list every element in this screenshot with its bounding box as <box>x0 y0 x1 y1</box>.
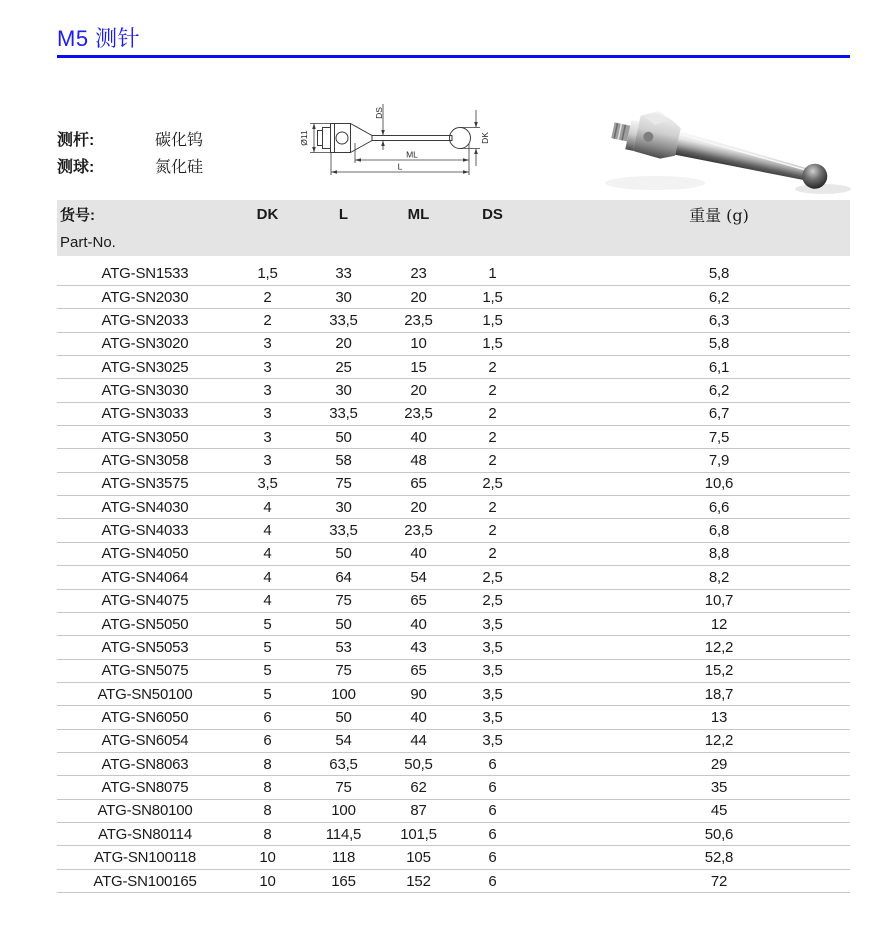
part-no-cell: ATG-SN5075 <box>57 659 230 682</box>
weight-cell: 72 <box>530 869 850 892</box>
ds-cell: 1 <box>455 262 530 285</box>
ml-cell: 101,5 <box>382 823 455 846</box>
dk-cell: 4 <box>230 566 305 589</box>
dk-cell: 4 <box>230 496 305 519</box>
table-row <box>57 869 850 892</box>
ds-cell: 6 <box>455 869 530 892</box>
table-row <box>57 566 850 589</box>
table-row <box>57 285 850 308</box>
ds-cell: 2 <box>455 449 530 472</box>
l-cell: 25 <box>305 355 382 378</box>
l-cell: 58 <box>305 449 382 472</box>
ds-cell: 2 <box>455 402 530 425</box>
product-photo <box>595 85 870 200</box>
weight-cell: 45 <box>530 799 850 822</box>
part-no-cell: ATG-SN5050 <box>57 612 230 635</box>
ml-cell: 23 <box>382 262 455 285</box>
ml-cell: 65 <box>382 589 455 612</box>
dk-cell: 6 <box>230 729 305 752</box>
ds-cell: 2 <box>455 379 530 402</box>
part-no-cell: ATG-SN50100 <box>57 682 230 705</box>
dk-cell: 2 <box>230 285 305 308</box>
weight-cell: 52,8 <box>530 846 850 869</box>
part-no-cell: ATG-SN2030 <box>57 285 230 308</box>
ml-cell: 105 <box>382 846 455 869</box>
weight-cell: 6,1 <box>530 355 850 378</box>
table-row <box>57 542 850 565</box>
dk-cell: 4 <box>230 519 305 542</box>
weight-cell: 8,8 <box>530 542 850 565</box>
ds-cell: 6 <box>455 846 530 869</box>
dk-cell: 10 <box>230 869 305 892</box>
header-blank-cell <box>230 228 305 256</box>
dk-cell: 8 <box>230 799 305 822</box>
ds-cell: 2,5 <box>455 566 530 589</box>
ml-cell: 23,5 <box>382 519 455 542</box>
ds-cell: 2,5 <box>455 589 530 612</box>
weight-cell: 18,7 <box>530 682 850 705</box>
shank-material-label: 测杆: <box>57 132 95 149</box>
table-row <box>57 799 850 822</box>
ml-cell: 40 <box>382 612 455 635</box>
part-no-cell: ATG-SN6050 <box>57 706 230 729</box>
table-row <box>57 589 850 612</box>
part-no-cell: ATG-SN4033 <box>57 519 230 542</box>
weight-cell: 6,8 <box>530 519 850 542</box>
l-cell: 30 <box>305 285 382 308</box>
ml-cell: 10 <box>382 332 455 355</box>
dk-cell: 3 <box>230 379 305 402</box>
weight-cell: 10,7 <box>530 589 850 612</box>
weight-cell: 10,6 <box>530 472 850 495</box>
ds-cell: 2 <box>455 426 530 449</box>
ds-cell: 2 <box>455 496 530 519</box>
ds-cell: 6 <box>455 799 530 822</box>
ml-cell: 152 <box>382 869 455 892</box>
shank-material-value: 碳化钨 <box>155 130 204 149</box>
ml-cell: 43 <box>382 636 455 659</box>
table-row <box>57 472 850 495</box>
col-header-ml: ML <box>382 200 455 228</box>
dk-cell: 10 <box>230 846 305 869</box>
ml-cell: 48 <box>382 449 455 472</box>
ds-cell: 2 <box>455 519 530 542</box>
ml-cell: 23,5 <box>382 402 455 425</box>
ml-cell: 40 <box>382 706 455 729</box>
ml-cell: 40 <box>382 542 455 565</box>
dk-cell: 3 <box>230 402 305 425</box>
table-row <box>57 682 850 705</box>
ml-cell: 65 <box>382 472 455 495</box>
l-cell: 118 <box>305 846 382 869</box>
dk-cell: 4 <box>230 542 305 565</box>
weight-cell: 7,5 <box>530 426 850 449</box>
ds-cell: 3,5 <box>455 682 530 705</box>
weight-cell: 6,3 <box>530 309 850 332</box>
part-no-cell: ATG-SN3058 <box>57 449 230 472</box>
table-row <box>57 426 850 449</box>
ds-cell: 6 <box>455 753 530 776</box>
ds-cell: 6 <box>455 776 530 799</box>
header-blank-cell <box>530 228 850 256</box>
weight-cell: 7,9 <box>530 449 850 472</box>
dk-cell: 5 <box>230 612 305 635</box>
page-title: M5 测针 <box>57 26 141 51</box>
dk-cell: 2 <box>230 309 305 332</box>
weight-cell: 6,2 <box>530 379 850 402</box>
ml-cell: 54 <box>382 566 455 589</box>
l-cell: 54 <box>305 729 382 752</box>
ball-material-row <box>57 153 203 180</box>
weight-cell: 5,8 <box>530 332 850 355</box>
ds-cell: 3,5 <box>455 706 530 729</box>
dim-label-l: L <box>397 161 403 172</box>
ml-cell: 50,5 <box>382 753 455 776</box>
ds-cell: 3,5 <box>455 612 530 635</box>
l-cell: 50 <box>305 426 382 449</box>
dim-label-shank-dia: Ø11 <box>299 130 309 146</box>
weight-cell: 12 <box>530 612 850 635</box>
part-no-cell: ATG-SN3020 <box>57 332 230 355</box>
l-cell: 50 <box>305 706 382 729</box>
dk-cell: 4 <box>230 589 305 612</box>
ml-cell: 44 <box>382 729 455 752</box>
table-row <box>57 332 850 355</box>
table-row <box>57 309 850 332</box>
header-row-1 <box>57 200 850 228</box>
l-cell: 165 <box>305 869 382 892</box>
weight-cell: 35 <box>530 776 850 799</box>
part-no-cell: ATG-SN3050 <box>57 426 230 449</box>
header-blank-cell <box>455 228 530 256</box>
l-cell: 100 <box>305 682 382 705</box>
part-no-cell: ATG-SN5053 <box>57 636 230 659</box>
stylus-drawing <box>293 88 508 198</box>
dim-label-ds: DS <box>374 107 384 119</box>
header-blank-cell <box>382 228 455 256</box>
dk-cell: 5 <box>230 682 305 705</box>
table-row <box>57 496 850 519</box>
l-cell: 75 <box>305 776 382 799</box>
table-row <box>57 636 850 659</box>
col-header-l: L <box>305 200 382 228</box>
l-cell: 50 <box>305 542 382 565</box>
part-no-cell: ATG-SN3025 <box>57 355 230 378</box>
l-cell: 30 <box>305 379 382 402</box>
ds-cell: 6 <box>455 823 530 846</box>
l-cell: 33,5 <box>305 402 382 425</box>
l-cell: 100 <box>305 799 382 822</box>
l-cell: 53 <box>305 636 382 659</box>
part-no-cell: ATG-SN3033 <box>57 402 230 425</box>
title-rule <box>57 55 850 58</box>
dim-label-ml: ML <box>406 149 418 160</box>
l-cell: 114,5 <box>305 823 382 846</box>
ball-material-label: 测球: <box>57 159 95 176</box>
col-header-part-no-zh: 货号: <box>57 200 230 228</box>
part-no-cell: ATG-SN100118 <box>57 846 230 869</box>
l-cell: 75 <box>305 659 382 682</box>
ml-cell: 65 <box>382 659 455 682</box>
weight-cell: 6,6 <box>530 496 850 519</box>
dim-label-dk: DK <box>480 132 490 144</box>
col-header-weight: 重量 (g) <box>530 200 850 228</box>
l-cell: 75 <box>305 589 382 612</box>
ds-cell: 2 <box>455 355 530 378</box>
table-row <box>57 706 850 729</box>
ml-cell: 40 <box>382 426 455 449</box>
product-photo-illustration <box>595 85 870 200</box>
ml-cell: 20 <box>382 285 455 308</box>
part-no-cell: ATG-SN6054 <box>57 729 230 752</box>
dk-cell: 3,5 <box>230 472 305 495</box>
part-no-cell: ATG-SN8063 <box>57 753 230 776</box>
col-header-ds: DS <box>455 200 530 228</box>
shank-material-row <box>57 126 203 153</box>
dk-cell: 8 <box>230 776 305 799</box>
col-header-dk: DK <box>230 200 305 228</box>
table-row <box>57 659 850 682</box>
dk-cell: 8 <box>230 823 305 846</box>
part-no-cell: ATG-SN3575 <box>57 472 230 495</box>
table-row <box>57 776 850 799</box>
weight-cell: 29 <box>530 753 850 776</box>
ml-cell: 87 <box>382 799 455 822</box>
dk-cell: 6 <box>230 706 305 729</box>
table-row <box>57 612 850 635</box>
l-cell: 64 <box>305 566 382 589</box>
weight-cell: 12,2 <box>530 729 850 752</box>
dk-cell: 3 <box>230 332 305 355</box>
l-cell: 63,5 <box>305 753 382 776</box>
part-no-cell: ATG-SN8075 <box>57 776 230 799</box>
ds-cell: 1,5 <box>455 309 530 332</box>
ds-cell: 3,5 <box>455 636 530 659</box>
dk-cell: 1,5 <box>230 262 305 285</box>
dk-cell: 3 <box>230 426 305 449</box>
table-row <box>57 449 850 472</box>
weight-cell: 6,7 <box>530 402 850 425</box>
table-row <box>57 519 850 542</box>
ds-cell: 3,5 <box>455 729 530 752</box>
table-row <box>57 262 850 285</box>
dk-cell: 8 <box>230 753 305 776</box>
header-blank-cell <box>305 228 382 256</box>
weight-cell: 50,6 <box>530 823 850 846</box>
l-cell: 20 <box>305 332 382 355</box>
dk-cell: 3 <box>230 449 305 472</box>
part-no-cell: ATG-SN4064 <box>57 566 230 589</box>
part-no-cell: ATG-SN4050 <box>57 542 230 565</box>
table-row <box>57 729 850 752</box>
ml-cell: 90 <box>382 682 455 705</box>
l-cell: 75 <box>305 472 382 495</box>
ds-cell: 1,5 <box>455 285 530 308</box>
weight-cell: 6,2 <box>530 285 850 308</box>
weight-cell: 12,2 <box>530 636 850 659</box>
part-no-cell: ATG-SN1533 <box>57 262 230 285</box>
ds-cell: 2,5 <box>455 472 530 495</box>
table-row <box>57 823 850 846</box>
l-cell: 33,5 <box>305 309 382 332</box>
ds-cell: 3,5 <box>455 659 530 682</box>
l-cell: 30 <box>305 496 382 519</box>
l-cell: 33,5 <box>305 519 382 542</box>
l-cell: 33 <box>305 262 382 285</box>
dimension-diagram <box>293 88 508 198</box>
part-no-cell: ATG-SN80114 <box>57 823 230 846</box>
table-row <box>57 753 850 776</box>
part-no-cell: ATG-SN4075 <box>57 589 230 612</box>
part-no-cell: ATG-SN3030 <box>57 379 230 402</box>
materials-block <box>57 126 203 180</box>
ml-cell: 62 <box>382 776 455 799</box>
table-row <box>57 379 850 402</box>
weight-cell: 13 <box>530 706 850 729</box>
ml-cell: 20 <box>382 496 455 519</box>
part-no-cell: ATG-SN2033 <box>57 309 230 332</box>
col-header-part-no-en: Part-No. <box>57 228 230 256</box>
dk-cell: 5 <box>230 636 305 659</box>
dk-cell: 5 <box>230 659 305 682</box>
spec-table <box>57 200 850 893</box>
table-body <box>57 256 850 893</box>
table-row <box>57 402 850 425</box>
weight-cell: 5,8 <box>530 262 850 285</box>
part-no-cell: ATG-SN100165 <box>57 869 230 892</box>
table-row <box>57 846 850 869</box>
part-no-cell: ATG-SN80100 <box>57 799 230 822</box>
weight-cell: 15,2 <box>530 659 850 682</box>
header-row-2 <box>57 228 850 256</box>
dk-cell: 3 <box>230 355 305 378</box>
ds-cell: 2 <box>455 542 530 565</box>
ml-cell: 23,5 <box>382 309 455 332</box>
ml-cell: 20 <box>382 379 455 402</box>
table-header <box>57 200 850 256</box>
ml-cell: 15 <box>382 355 455 378</box>
table-row <box>57 355 850 378</box>
weight-cell: 8,2 <box>530 566 850 589</box>
l-cell: 50 <box>305 612 382 635</box>
ds-cell: 1,5 <box>455 332 530 355</box>
part-no-cell: ATG-SN4030 <box>57 496 230 519</box>
ball-material-value: 氮化硅 <box>155 157 204 176</box>
